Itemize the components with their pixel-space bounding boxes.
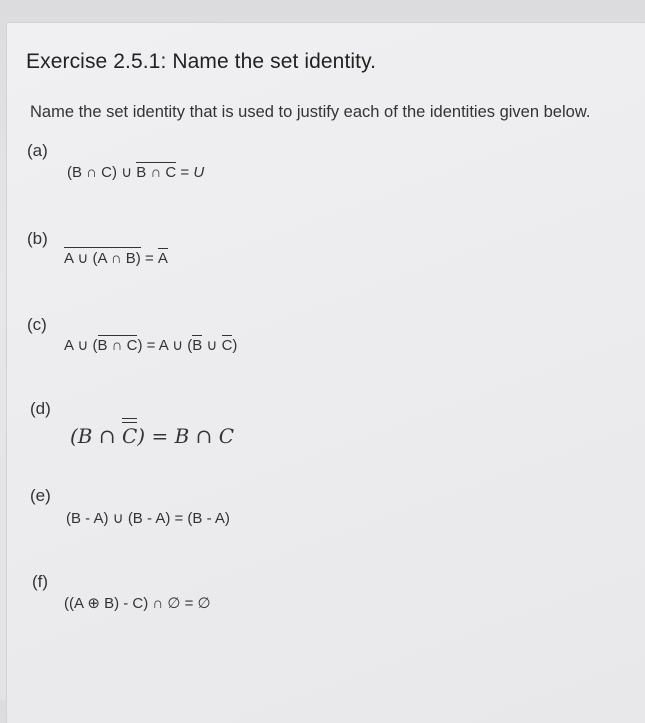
item-label-b: (b) — [27, 229, 48, 248]
identity-a — [67, 163, 204, 181]
identity-b-result: A — [157, 250, 168, 267]
identity-c-part: A ∪ ( — [64, 337, 98, 354]
exercise-card — [6, 22, 645, 723]
identity-d-part: (B ∩ — [70, 424, 122, 448]
identity-a-complement: B ∩ C — [136, 164, 177, 181]
identity-d-result: ) = B ∩ C — [137, 424, 235, 448]
identity-c-union: ∪ — [202, 337, 222, 354]
identity-c-b-bar: B — [192, 337, 203, 354]
exercise-instruction: Name the set identity that is used to justify each of the identities given below. — [30, 103, 591, 121]
identity-a-equals: = — [176, 164, 194, 181]
identity-f: ((A ⊕ B) - C) ∩ ∅ = ∅ — [64, 595, 211, 612]
identity-a-universal: U — [193, 164, 205, 181]
identity-c-c-bar: C — [221, 337, 233, 354]
exercise-title: Exercise 2.5.1: Name the set identity. — [26, 50, 377, 73]
identity-c-complement: B ∩ C — [97, 337, 138, 354]
identity-d — [70, 424, 234, 448]
identity-b-complement: A ∪ (A ∩ B) — [64, 250, 141, 267]
item-label-f: (f) — [32, 572, 49, 591]
identity-d-double-complement: C — [121, 424, 138, 448]
identity-b — [64, 249, 168, 267]
identity-c-close: ) — [232, 337, 238, 354]
item-label-e: (e) — [30, 486, 51, 505]
item-label-c: (c) — [27, 315, 47, 334]
identity-a-part: (B ∩ C) ∪ — [67, 164, 137, 181]
item-label-a: (a) — [27, 141, 48, 160]
identity-c-mid: ) = A ∪ ( — [137, 337, 193, 354]
item-label-d: (d) — [30, 399, 51, 418]
identity-b-equals: = — [140, 250, 158, 267]
identity-e: (B - A) ∪ (B - A) = (B - A) — [66, 510, 230, 527]
identity-c — [64, 336, 237, 354]
